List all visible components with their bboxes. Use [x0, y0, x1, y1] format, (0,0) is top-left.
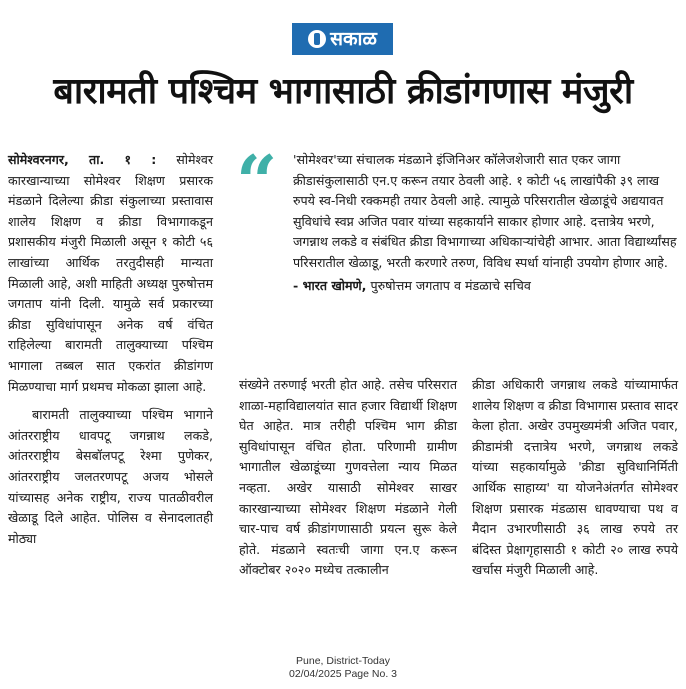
- article-paragraph-4: क्रीडा अधिकारी जगन्नाथ लकडे यांच्यामार्फत शालेय शिक्षण व क्रीडा विभागास प्रस्ताव सादर केला होता. अखेर उपमुख्यमंत्री अजित पवार, क्रीडामंत्री दत्तात्रेय भरणे, जगन्नाथ लकडे यांच्या सहकार्यामुळे 'क्रीडा सुविधानिर्मिती आर्थिक साहाय्य' या योजनेअंतर्गत सोमेश्वर शिक्षण प्रसारक मंडळास धावण्याचा पथ व मैदान उभारणीसाठी ३६ लाख रुपये तर बंदिस्त प्रेक्षागृहासाठी १ कोटी २० लाख रुपये खर्चास मंजुरी मिळाली आहे.: [472, 377, 678, 578]
- pull-quote-attribution: [293, 276, 677, 297]
- article-text-1: सोमेश्वर कारखान्याच्या सोमेश्वर शिक्षण प्रसारक मंडळाने दिलेल्या क्रीडा संकुलाच्या प्रस्तावास शालेय शिक्षण व क्रीडा विभागाकडून प्रशासकीय मंजुरी मिळाली असून १ कोटी ५६ लाखांच्या आर्थिक तरतुदीसही मान्यता मिळाली आहे, अशी माहिती अध्यक्ष पुरुषोत्तम जगताप यांनी दिली. यामुळे सर्व प्रकारच्या क्रीडा सुविधांपासून अनेक वर्ष वंचित राहिलेल्या बारामती तालुक्याच्या पश्चिम भागाला तब्बल सात एकरांत क्रीडांगण मिळण्याचा मार्ग प्रथमच मोकळा झाला आहे.: [8, 152, 213, 394]
- quote-mark-icon: “: [236, 139, 278, 224]
- page-footer: [243, 655, 443, 681]
- masthead-name: सकाळ: [330, 27, 377, 50]
- dateline: सोमेश्वरनगर, ता. १ :: [8, 152, 157, 167]
- article-paragraph-3: संख्येने तरुणाई भरती होत आहे. तसेच परिसरात शाळा-महाविद्यालयांत सात हजार विद्यार्थी शिक्षण घेत आहेत. मात्र तरीही पश्चिम भाग क्रीडा सुविधांपासून वंचित होता. परिणामी ग्रामीण भागातील खेळाडूंच्या गुणवत्तेला न्याय मिळत नव्हता. अखेर यासाठी सोमेश्वर साखर कारखान्याच्या सोमेश्वर शिक्षण मंडळाने गेली चार-पाच वर्ष क्रीडांगणासाठी प्रयत्न सुरू केले होते. मंडळाने स्वतःची जागा एन.ए करून ऑक्टोबर २०२० मध्येच तत्कालीन: [239, 377, 457, 578]
- footer-date-page: 02/04/2025 Page No. 3: [288, 668, 397, 680]
- article-column-2: [239, 375, 457, 581]
- article-paragraph-1: [8, 150, 213, 397]
- quote-author-role: पुरुषोत्तम जगताप व मंडळाचे सचिव: [370, 277, 531, 293]
- pull-quote-text: 'सोमेश्वर'च्या संचालक मंडळाने इंजिनिअर कॉलेजशेजारी सात एकर जागा क्रीडासंकुलासाठी एन.ए करून तयार ठेवली आहे. १ कोटी ५६ लाखांपैकी ३९ लाख रुपये स्व-निधी रक्कमही तयार ठेवली आहे. त्यामुळे परिसरातील खेळाडूंचे अद्ययावत सुविधांचे स्वप्न अजित पवार यांच्या सहकार्याने साकार होणार आहे. दत्तात्रेय भरणे, जगन्नाथ लकडे व संबंधित क्रीडा विभागाच्या अधिकाऱ्यांचेही आभार. आता विद्यार्थ्यांसह परिसरातील खेळाडू, भरती करणारे तरुण, विविध स्पर्धा यांनाही उपयोग होणार आहे.: [293, 152, 677, 270]
- article-column-1: [8, 150, 213, 549]
- quote-author: - भारत खोमणे,: [293, 277, 367, 293]
- newspaper-emblem-icon: [308, 30, 326, 48]
- headline: बारामती पश्‍चिम भागासाठी क्रीडांगणास मंजुरी: [53, 71, 633, 112]
- footer-edition: Pune, District-Today: [296, 655, 390, 667]
- article-paragraph-2: बारामती तालुक्याच्या पश्चिम भागाने आंतरराष्ट्रीय धावपटू जगन्नाथ लकडे, आंतरराष्ट्रीय बेसबॉलपटू रेश्मा पुणेकर, आंतरराष्ट्रीय जलतरणपटू अजय भोसले यांच्यासह अनेक राष्ट्रीय, राज्य पातळीवरील खेळाडू दिले आहेत. पोलिस व सेनादलातही मोठ्या: [8, 407, 213, 546]
- pull-quote: [293, 150, 677, 296]
- masthead-logo: [292, 23, 393, 55]
- article-column-3: [472, 375, 678, 581]
